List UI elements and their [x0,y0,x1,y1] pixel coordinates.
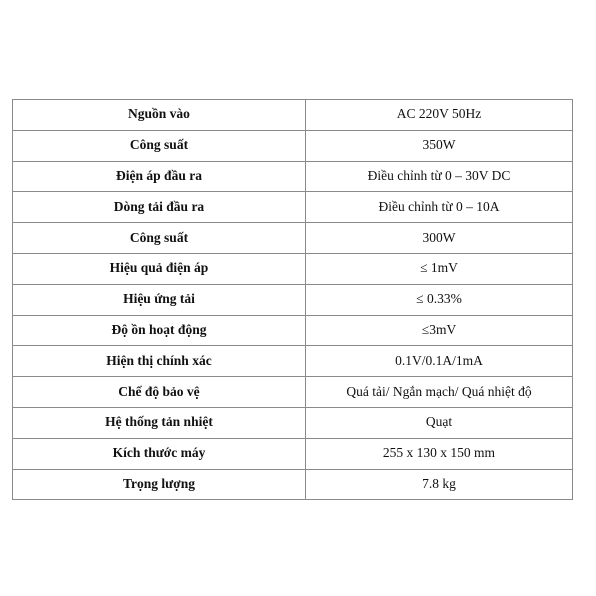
table-row [13,253,573,284]
row-value: 0.1V/0.1A/1mA [306,346,573,377]
table-row [13,438,573,469]
row-label: Hệ thống tản nhiệt [13,407,306,438]
row-value: ≤ 1mV [306,253,573,284]
table-row [13,469,573,500]
row-label: Kích thước máy [13,438,306,469]
row-value: 350W [306,130,573,161]
table-row [13,315,573,346]
row-value: AC 220V 50Hz [306,100,573,131]
row-label: Dòng tải đầu ra [13,192,306,223]
table-row [13,223,573,254]
spec-table-body [13,100,573,500]
row-value: 7.8 kg [306,469,573,500]
row-value: 300W [306,223,573,254]
row-label: Nguồn vào [13,100,306,131]
row-value: ≤ 0.33% [306,284,573,315]
row-label: Chế độ bảo vệ [13,377,306,408]
row-label: Hiệu quả điện áp [13,253,306,284]
table-row [13,130,573,161]
row-label: Hiệu ứng tải [13,284,306,315]
row-value: 255 x 130 x 150 mm [306,438,573,469]
row-label: Trọng lượng [13,469,306,500]
table-row [13,284,573,315]
row-value: Điều chỉnh từ 0 – 30V DC [306,161,573,192]
row-value: Quá tải/ Ngắn mạch/ Quá nhiệt độ [306,377,573,408]
table-row [13,100,573,131]
row-value: ≤3mV [306,315,573,346]
row-label: Công suất [13,223,306,254]
row-label: Độ ồn hoạt động [13,315,306,346]
row-label: Công suất [13,130,306,161]
table-row [13,346,573,377]
row-label: Điện áp đầu ra [13,161,306,192]
table-row [13,192,573,223]
row-value: Điều chỉnh từ 0 – 10A [306,192,573,223]
table-row [13,161,573,192]
row-value: Quạt [306,407,573,438]
row-label: Hiện thị chính xác [13,346,306,377]
spec-table [12,99,573,500]
table-row [13,377,573,408]
table-row [13,407,573,438]
